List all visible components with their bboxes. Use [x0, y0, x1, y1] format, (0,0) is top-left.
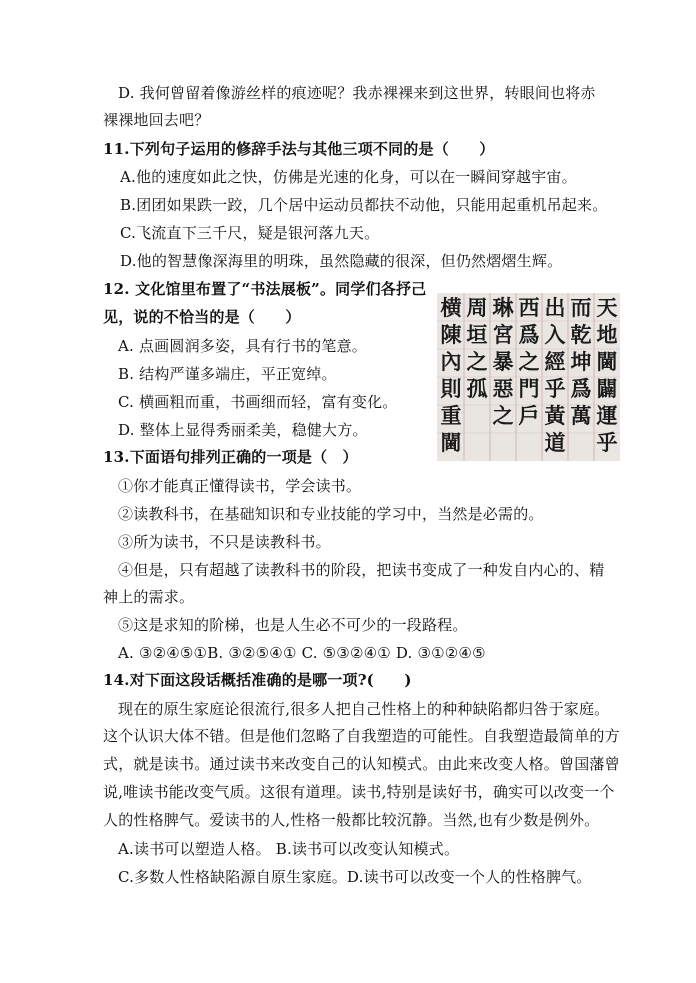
calligraphy-character: 西: [518, 295, 540, 320]
q13-item-5: ⑤这是求知的阶梯，也是人生必不可少的一段路程。: [118, 616, 468, 634]
q14-passage-line3: 式，就是读书。通过读书来改变自己的认知模式。由此来改变人格。曾国藩曾: [103, 755, 620, 773]
calligraphy-character: 琳: [492, 295, 514, 320]
q11-option-c: C.飞流直下三千尺，疑是银河落九天。: [120, 224, 380, 242]
q12-option-a: A. 点画圆润多姿，具有行书的笔意。: [118, 337, 367, 355]
q14-passage-line5: 人的性格脾气。爱读书的人,性格一般都比较沉静。当然,也有少数是例外。: [103, 811, 600, 829]
calligraphy-character: 乎: [596, 430, 618, 455]
calligraphy-grid: [437, 293, 620, 461]
q10-option-d-line1: D. 我何曾留着像游丝样的痕迹呢？我赤裸裸来到这世界，转眼间也将赤: [118, 84, 596, 102]
calligraphy-character: 運: [596, 403, 618, 428]
calligraphy-character: 黃: [544, 403, 566, 428]
calligraphy-character: 地: [596, 322, 618, 347]
q11-option-d: D.他的智慧像深海里的明珠，虽然隐藏的很深，但仍然熠熠生辉。: [120, 252, 563, 270]
calligraphy-character: 之: [492, 403, 514, 428]
calligraphy-character: 天: [596, 295, 618, 320]
calligraphy-character: 横: [440, 295, 462, 320]
calligraphy-character: 周: [466, 295, 488, 320]
calligraphy-character: 則: [440, 376, 462, 401]
q13-item-1: ①你才能真正懂得读书，学会读书。: [118, 477, 362, 495]
calligraphy-character: 爲: [570, 376, 592, 401]
calligraphy-character: 宮: [492, 322, 514, 347]
calligraphy-character: 惡: [492, 376, 514, 401]
calligraphy-character: 入: [544, 322, 566, 347]
calligraphy-character: 門: [518, 376, 540, 401]
q12-option-b: B. 结构严谨多端庄，平正宽绰。: [118, 365, 337, 383]
q14-passage-line2: 这个认识大体不错。但是他们忽略了自我塑造的可能性。自我塑造最简单的方: [103, 727, 620, 745]
calligraphy-character: 內: [440, 349, 462, 374]
q12-stem-line2: 见，说的不恰当的是（ ）: [103, 308, 301, 326]
calligraphy-character: 閫: [440, 430, 462, 455]
calligraphy-character: 陳: [440, 322, 462, 347]
q14-stem: 14.对下面这段话概括准确的是哪一项?( ): [103, 671, 412, 689]
q11-option-b: B.团团如果跌一跤，几个居中运动员都扶不动他，只能用起重机吊起来。: [120, 196, 608, 214]
calligraphy-character: 孤: [466, 376, 488, 401]
q13-item-3: ③所为读书，不只是读教科书。: [118, 533, 331, 551]
q14-options-line1: A.读书可以塑造人格。 B.读书可以改变认知模式。: [118, 840, 460, 858]
calligraphy-character: 戶: [518, 403, 540, 428]
calligraphy-character: 之: [466, 349, 488, 374]
q11-option-a: A.他的速度如此之快，仿佛是光速的化身，可以在一瞬间穿越宇宙。: [120, 168, 577, 186]
calligraphy-character: 闢: [596, 376, 618, 401]
q12-option-c: C. 横画粗而重，书画细而轻，富有变化。: [118, 393, 398, 411]
calligraphy-character: 暴: [492, 349, 514, 374]
calligraphy-character: 道: [544, 430, 566, 455]
calligraphy-character: 之: [518, 349, 540, 374]
q13-item-4-line1: ④但是，只有超越了读教科书的阶段，把读书变成了一种发自内心的、精: [118, 561, 605, 579]
q12-stem-line1: 12. 文化馆里布置了“书法展板”。同学们各抒己: [103, 280, 427, 298]
calligraphy-character: 爲: [518, 322, 540, 347]
calligraphy-character: 垣: [466, 322, 488, 347]
calligraphy-character: 閫: [596, 349, 618, 374]
q13-stem: 13.下面语句排列正确的一项是（ ）: [103, 448, 358, 466]
calligraphy-character: 萬: [570, 403, 592, 428]
calligraphy-image: [437, 293, 620, 461]
q10-option-d-line2: 裸裸地回去吧？: [103, 111, 210, 129]
calligraphy-character: 乎: [544, 376, 566, 401]
calligraphy-character: 經: [544, 349, 566, 374]
q14-options-line2: C.多数人性格缺陷源自原生家庭。D.读书可以改变一个人的性格脾气。: [118, 868, 592, 886]
calligraphy-character: 而: [570, 295, 592, 320]
calligraphy-character: 乾: [570, 322, 592, 347]
q11-stem: 11.下列句子运用的修辞手法与其他三项不同的是（ ）: [103, 140, 495, 158]
q13-item-4-line2: 神上的需求。: [103, 588, 195, 606]
q14-passage-line4: 说,唯读书能改变气质。这很有道理。读书,特别是读好书，确实可以改变一个: [103, 783, 615, 801]
calligraphy-character: 出: [544, 295, 566, 320]
q13-item-2: ②读教科书，在基础知识和专业技能的学习中，当然是必需的。: [118, 505, 544, 523]
q14-passage-line1: 现在的原生家庭论很流行,很多人把自己性格上的种种缺陷都归咎于家庭。: [118, 700, 610, 718]
q13-choices: A. ③②④⑤①B. ③②⑤④① C. ⑤③②④① D. ③①②④⑤: [118, 644, 486, 662]
q12-option-d: D. 整体上显得秀丽柔美，稳健大方。: [118, 421, 368, 439]
calligraphy-character: 坤: [570, 349, 592, 374]
calligraphy-character: 重: [440, 403, 462, 428]
